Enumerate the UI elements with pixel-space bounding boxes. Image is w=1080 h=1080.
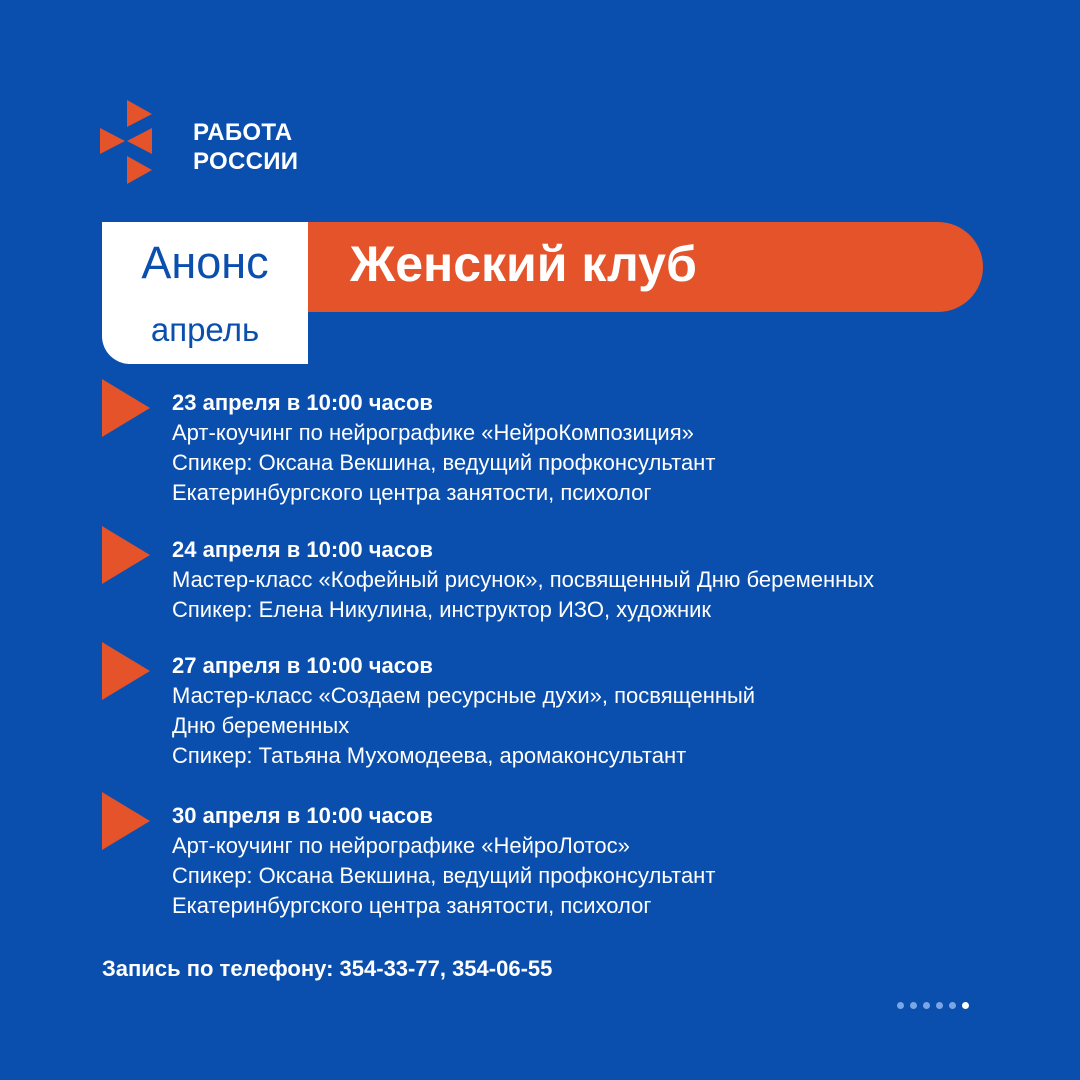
event-date: 23 апреля в 10:00 часов: [172, 390, 433, 415]
event-description: Мастер-класс «Создаем ресурсные духи», посвященный: [172, 683, 756, 708]
event-description: Мастер-класс «Кофейный рисунок», посвященный Дню беременных: [172, 567, 875, 592]
event-description: Арт-коучинг по нейрографике «НейроКомпозиция»: [172, 420, 694, 445]
pagination-dot-active[interactable]: [962, 1002, 969, 1009]
phone-info: Запись по телефону: 354-33-77, 354-06-55: [102, 956, 553, 981]
pagination-dot[interactable]: [936, 1002, 943, 1009]
month-label: апрель: [150, 311, 260, 348]
play-arrow-icon: [102, 792, 150, 850]
announcement-card: [102, 222, 308, 364]
brand-line-1: РАБОТА: [193, 119, 293, 146]
event-date: 30 апреля в 10:00 часов: [172, 803, 433, 828]
event-description-cont: Дню беременных: [172, 713, 350, 738]
arrows-logo-icon: [100, 100, 190, 190]
brand-logo: [100, 100, 340, 190]
carousel-pagination: [897, 997, 969, 1007]
brand-name: [193, 118, 298, 176]
brand-line-2: РОССИИ: [193, 148, 299, 175]
play-arrow-icon: [102, 379, 150, 437]
page-title: Женский клуб: [350, 236, 697, 292]
event-speaker: Спикер: Елена Никулина, инструктор ИЗО, художник: [172, 597, 712, 622]
pagination-dot[interactable]: [897, 1002, 904, 1009]
event-speaker: Спикер: Оксана Векшина, ведущий профконсультант: [172, 450, 716, 475]
event-speaker-detail: Екатеринбургского центра занятости, психолог: [172, 893, 652, 918]
pagination-dot[interactable]: [910, 1002, 917, 1009]
event-speaker-detail: Екатеринбургского центра занятости, психолог: [172, 480, 652, 505]
announcement-label: Анонс: [141, 237, 269, 288]
pagination-dot[interactable]: [923, 1002, 930, 1009]
event-date: 27 апреля в 10:00 часов: [172, 653, 433, 678]
event-speaker: Спикер: Татьяна Мухомодеева, аромаконсультант: [172, 743, 687, 768]
play-arrow-icon: [102, 642, 150, 700]
event-date: 24 апреля в 10:00 часов: [172, 537, 433, 562]
play-arrow-icon: [102, 526, 150, 584]
pagination-dot[interactable]: [949, 1002, 956, 1009]
event-description: Арт-коучинг по нейрографике «НейроЛотос»: [172, 833, 630, 858]
event-speaker: Спикер: Оксана Векшина, ведущий профконсультант: [172, 863, 716, 888]
